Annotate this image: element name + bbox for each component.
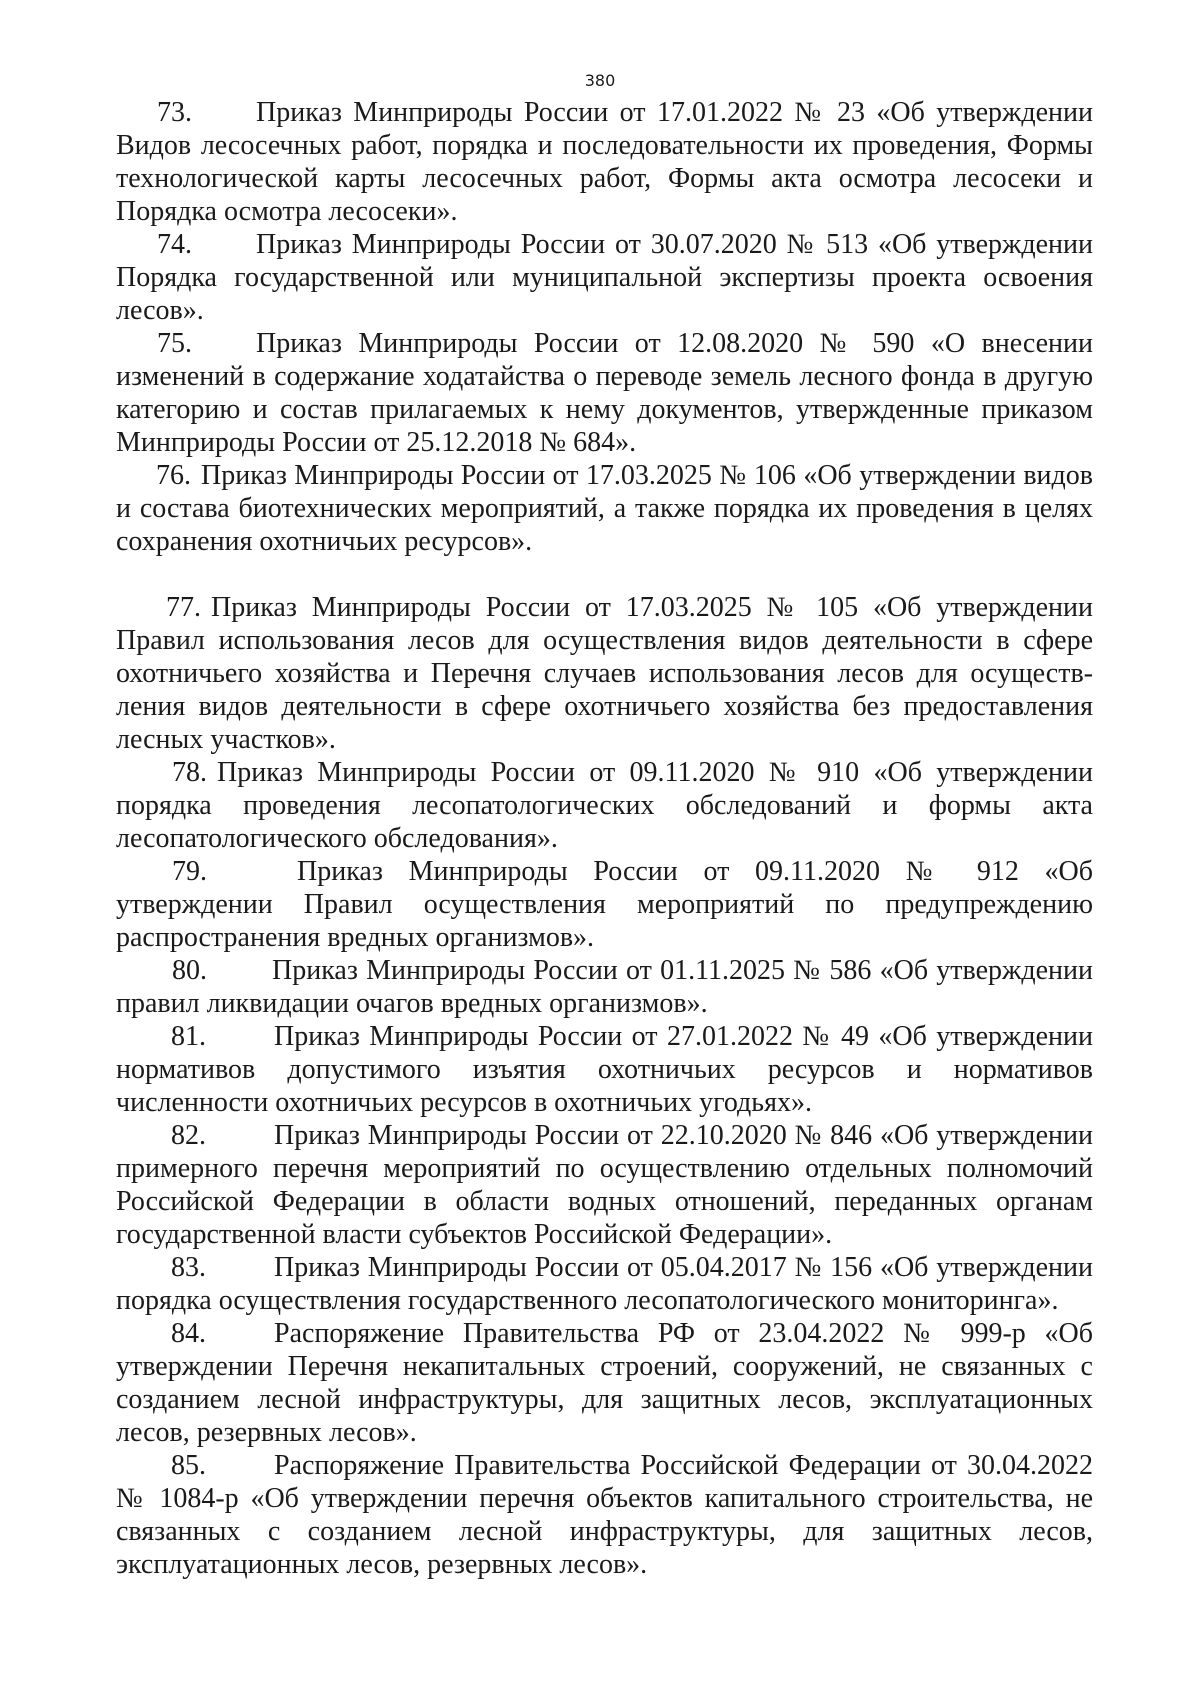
item-number: 79.: [172, 856, 207, 887]
item-text: Распоряжение Правительства Российской Федерации от 30.04.2022 № 1084-р «Об утверждении перечня объектов капитального строительства, не связанных с созданием лесной инфраструктуры, для защитных лесов, эксплуатационных лесов, резервных лесов».: [116, 1450, 1093, 1580]
blank-line: [116, 558, 1093, 591]
item-text: Приказ Минприроды России от 22.10.2020 № 846 «Об утверждении примерного перечня мероприятий по осуществлению отдельных полномочий Российской Федерации в области водных отношений, переданных органам государственной власти субъектов Российской Федерации».: [116, 1120, 1093, 1250]
item-number: 82.: [171, 1120, 206, 1151]
list-item-82: [116, 1119, 1093, 1251]
item-text: Приказ Минприроды России от 09.11.2020 № 910 «Об утверждении порядка проведения лесопатологических обследований и формы акта лесопатологического обследования».: [116, 757, 1093, 854]
list-item-80: [116, 954, 1093, 1020]
list-item-83: [116, 1251, 1093, 1317]
item-number: 83.: [171, 1252, 206, 1283]
item-number: 78.: [172, 757, 207, 788]
list-item-78: [116, 756, 1093, 855]
list-item-81: [116, 1020, 1093, 1119]
list-item-76: [116, 459, 1093, 558]
item-number: 77.: [166, 592, 201, 623]
item-number: 75.: [157, 328, 192, 359]
list-item-74: [116, 228, 1093, 327]
page-number: 380: [584, 71, 616, 90]
list-item-79: [116, 855, 1093, 954]
item-text: Приказ Минприроды России от 30.07.2020 № 513 «Об утверждении Порядка государственной или муниципальной экспертизы проекта освоения лесов».: [116, 229, 1093, 326]
item-text: Распоряжение Правительства РФ от 23.04.2022 № 999-р «Об утверждении Перечня некапитальных строений, сооружений, не связанных с созданием лесной инфраструктуры, для защитных лесов, эксплуатационных лесов, резервных лесов».: [116, 1318, 1093, 1448]
item-number: 76.: [156, 460, 191, 491]
item-text: Приказ Минприроды России от 17.03.2025 № 106 «Об утверждении видов и состава биотехнических мероприятий, а также порядка их проведения в целях сохранения охотничьих ресурсов».: [116, 460, 1093, 557]
item-number: 74.: [157, 229, 192, 260]
item-text: Приказ Минприроды России от 17.03.2025 № 105 «Об утверждении Правил использования лесов для осуществления видов деятельности в сфере охотничьего хозяйства и Перечня случаев использования лесов для осуществления видов деятельности в сфере охотничьего хозяйства без предоставления лесных участков».: [116, 592, 1093, 755]
item-text: Приказ Минприроды России от 17.01.2022 № 23 «Об утверждении Видов лесосечных работ, порядка и последовательности их проведения, Формы технологической карты лесосечных работ, Формы акта осмотра лесосеки и Порядка осмотра лесосеки».: [116, 97, 1093, 227]
item-number: 81.: [171, 1021, 206, 1052]
list-item-75: [116, 327, 1093, 459]
item-text: Приказ Минприроды России от 01.11.2025 № 586 «Об утверждении правил ликвидации очагов вредных организмов».: [116, 955, 1093, 1019]
document-body: [116, 96, 1093, 1581]
item-text: Приказ Минприроды России от 09.11.2020 № 912 «Об утверждении Правил осуществления мероприятий по предупреждению распространения вредных организмов».: [116, 856, 1093, 953]
item-text: Приказ Минприроды России от 12.08.2020 № 590 «О внесении изменений в содержание ходатайства о переводе земель лесного фонда в другую категорию и состав прилагаемых к нему документов, утвержденные приказом Минприроды России от 25.12.2018 № 684».: [116, 328, 1093, 458]
item-text: Приказ Минприроды России от 27.01.2022 № 49 «Об утверждении нормативов допустимого изъятия охотничьих ресурсов и нормативов численности охотничьих ресурсов в охотничьих угодьях».: [116, 1021, 1093, 1118]
list-item-85: [116, 1449, 1093, 1581]
item-number: 85.: [171, 1450, 206, 1481]
item-text: Приказ Минприроды России от 05.04.2017 № 156 «Об утверждении порядка осуществления государственного лесопатологического мониторинга».: [116, 1252, 1093, 1316]
list-item-84: [116, 1317, 1093, 1449]
item-number: 80.: [172, 955, 207, 986]
list-item-77: [116, 591, 1093, 756]
item-number: 73.: [157, 97, 192, 128]
item-number: 84.: [171, 1318, 206, 1349]
list-item-73: [116, 96, 1093, 228]
